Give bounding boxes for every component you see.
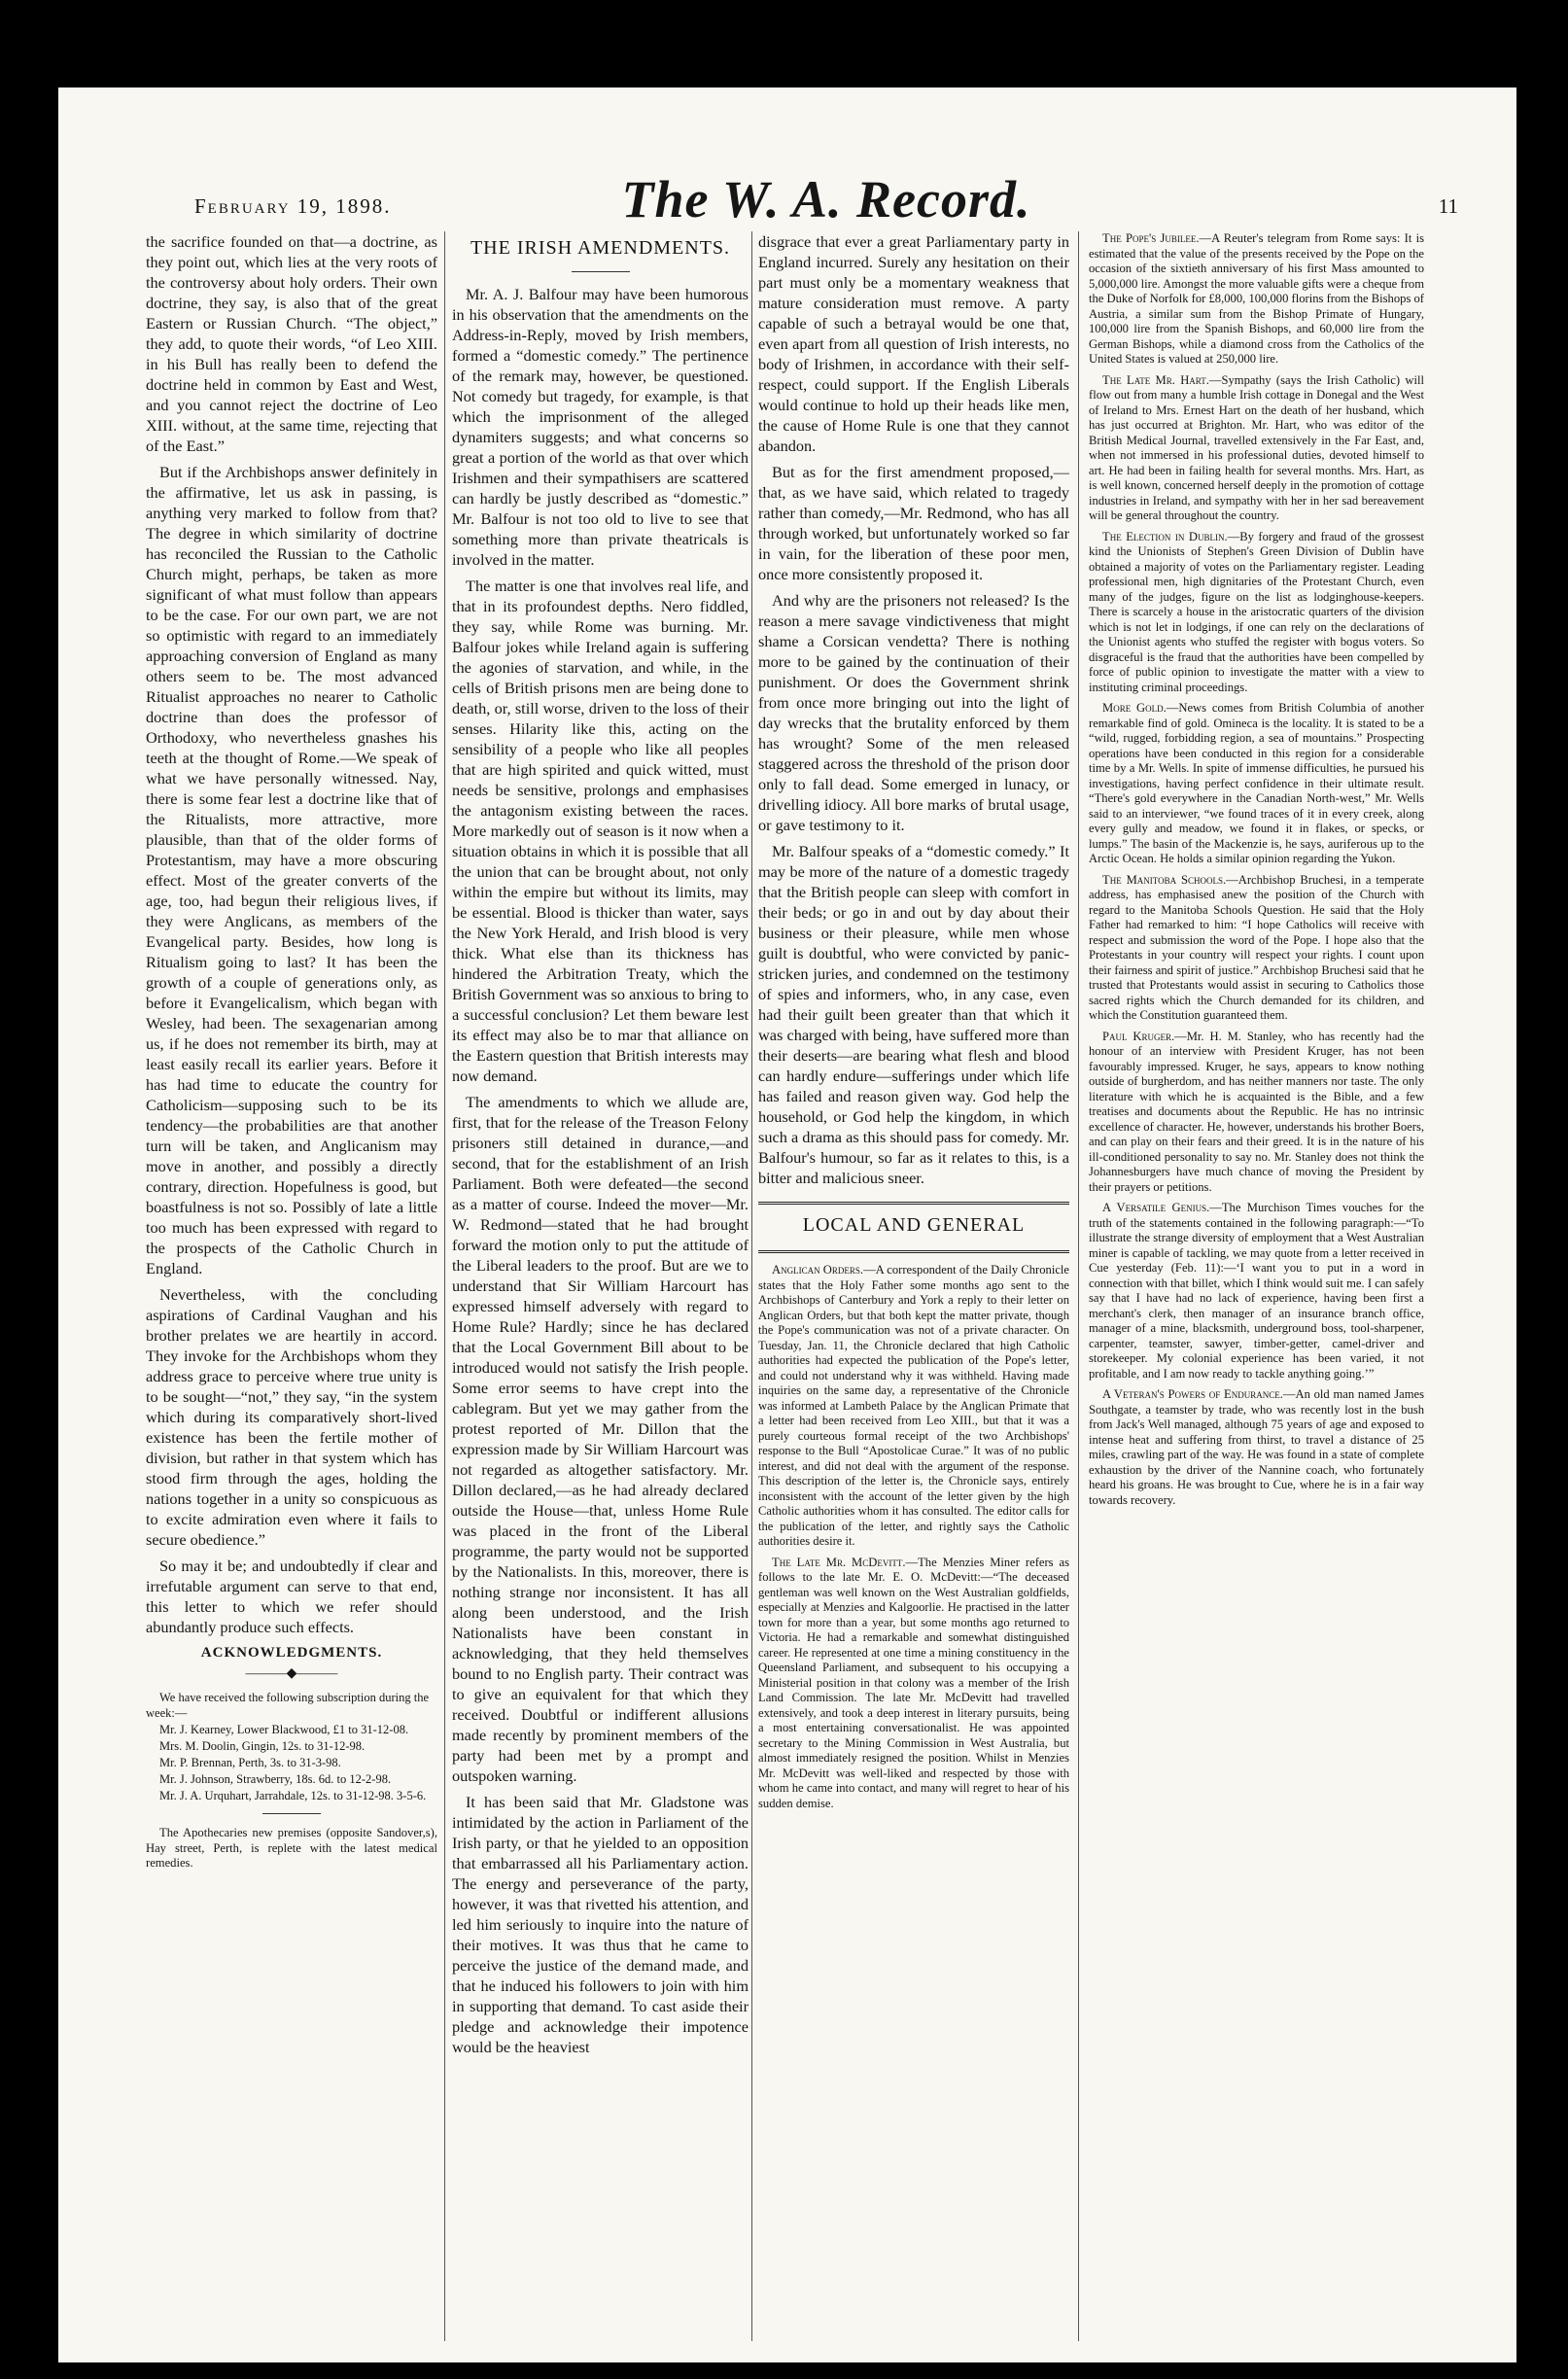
- ack-intro: We have received the following subscription during the week:—: [146, 1691, 430, 1720]
- news-item-title: The Election in Dublin.: [1102, 529, 1228, 543]
- acknowledgments-list: [146, 1690, 437, 1803]
- article-paragraph: But if the Archbishops answer definitely in the affirmative, let us ask in passing, is anything very marked to follow from that? The degree in which similarity of doctrine has reconciled the Russian to the Catholic Church might, perhaps, be taken as more significant of what must follow than appears to be the case. For our own part, we are not so optimistic with regard to an immediately approaching conversion of England as many others seem to be. The most advanced Ritualist approaches no nearer to Catholic doctrine than does the professor of Orthodoxy, who nevertheless gnashes his teeth at the thought of Rome.—We speak of what we have personally witnessed. Nay, there is some fear lest a doctrine like that of the Ritualists, more attractive, more plausible, than that of the older forms of Protestantism, may have a more obscuring effect. Most of the greater converts of the age, too, had begun their religious lives, if they were Anglicans, as members of the Evangelical party. Besides, how long is Ritualism going to last? It has been the growth of a couple of generations only, as before it Evangelicalism, which began with Wesley, had been. The sexagenarian among us, if he does not remember its birth, may at least easily recall its earlier years. Before it has had time to educate the country for Catholicism—supposing such to be its tendency—the probabilities are that another turn will be taken, and Anglicanism may move in another, and possibly a directly contrary, direction. Hopefulness is good, but boastfulness is not so. Possibly of late a little too much has been expressed with regard to the prospects of the Catholic Church in England.: [146, 463, 437, 1277]
- news-item: [1089, 873, 1424, 1024]
- news-item-text: —Mr. H. M. Stanley, who has recently had the honour of an interview with President Kruger, has not been favourably impressed. Kruger, he says, appears to know nothing outside of burgherdom, and has neither manners nor taste. The only literature with which he is acquainted is the Bible, and a few treatises and documents about the Republic. He has no intrinsic excellence of character. He, however, understands his brother Boers, and can play on their fears and their greed. It is in the nature of his ill-conditioned personality to say no. Mr. Stanley does not think the Johannesburgers have much chance of moving the President by their prayers or petitions.: [1089, 1029, 1424, 1194]
- column-2: [452, 231, 749, 2341]
- article-paragraph: Nevertheless, with the concluding aspirations of Cardinal Vaughan and his brother prelates we are heartily in accord. They invoke for the Archbishops whom they address grace to perceive where true unity is to be sought—“not,” they say, “in the system which during its comparatively short-lived existence has been the fertile mother of division, but rather in that system which has stood firm through the ages, holding the nations together in a unity so conspicuous as to excite admiration even where it fails to secure obedience.”: [146, 1285, 437, 1549]
- article-paragraph: disgrace that ever a great Parliamentary party in England incurred. Surely any hesitation on their part must only be a momentary weakness that mature consideration must remove. A party capable of such a betrayal would be one that, even apart from all question of Irish interests, no body of Irishmen, in accordance with their self-respect, could support. If the English Liberals would continue to hold up their heads like men, the cause of Home Rule is one that they cannot abandon.: [758, 232, 1069, 455]
- news-item-title: Anglican Orders.: [772, 1263, 864, 1277]
- article-paragraph: It has been said that Mr. Gladstone was intimidated by the action in Parliament of the Irish party, or that he yielded to an opposition that embarrassed all his Parliamentary action. The energy and perseverance of the party, however, it was that rivetted his attention, and led him seriously to inquire into the nature of their motives. It was thus that he came to perceive the justice of the demand made, and that he induced his followers to join with him in supporting that demand. To cast aside their pledge and acknowledge their impotence would be the heaviest: [452, 1793, 749, 2056]
- newspaper-title: The W. A. Record.: [621, 170, 1031, 228]
- news-item-title: A Versatile Genius.: [1102, 1201, 1210, 1214]
- article-paragraph: And why are the prisoners not released? Is the reason a mere savage vindictiveness that might shame a Corsican vendetta? There is nothing more to be gained by the continuation of their punishment. Or does the Government shrink from once more bringing out into the light of day wrecks that the brutality enforced by them has wrought? Some of the men released staggered across the threshold of the prison door only to fall dead. Some emerged in lunacy, or drivelling idiocy. All bore marks of brutal usage, or gave testimony to it.: [758, 591, 1069, 834]
- news-item-text: —News comes from British Columbia of another remarkable find of gold. Omineca is the locality. It is stated to be a “wild, rugged, forbidding region, a sea of mountains.” Prospecting operations have been conducted in this region for a considerable time by a Mr. Wells. In spite of immense difficulties, he pursued his investigations, having perfect confidence in their ultimate result. “There's gold everywhere in the Canadian North-west,” Mr. Wells said to an interviewer, “we found traces of it in every creek, along every gully and meadow, we found it in flakes, or specks, or lumps.” The basin of the Mackenzie is, he says, auriferous up to the Arctic Ocean. He holds a similar opinion regarding the Yukon.: [1089, 701, 1424, 865]
- issue-date: February 19, 1898.: [194, 194, 392, 218]
- article-heading: THE IRISH AMENDMENTS.: [470, 237, 731, 259]
- news-item: [1089, 373, 1424, 524]
- article-paragraph: So may it be; and undoubtedly if clear and irrefutable argument can serve to that end, this letter to which we refer should abundantly produce such effects.: [146, 1557, 437, 1636]
- column-rule: [1078, 231, 1079, 2341]
- news-item-text: —Sympathy (says the Irish Catholic) will flow out from many a humble Irish cottage in Donegal and the West of Ireland to Mrs. Ernest Hart on the death of her husband, which has just occurred at Brighton. Mr. Hart, who was editor of the British Medical Journal, travelled extensively in the Far East, and, when not immersed in his professional duties, devoted himself to art. He had been in failing health for several months. Mrs. Hart, as is well known, concerned herself deeply in the promotion of cottage industries in Ireland, and sympathy with her in her sad bereavement will be general throughout the country.: [1089, 372, 1424, 522]
- article-paragraph: Mr. Balfour speaks of a “domestic comedy.” It may be more of the nature of a domestic tragedy that the British people can sleep with comfort in their beds; or go in and out by day about their business or their pleasure, while men whose guilt is doubtful, who were convicted by panic-stricken juries, and condemned on the testimony of spies and informers, who, in any case, even had their guilt been greater than that which it was charged with being, have suffered more than their deserts—are bearing what flesh and blood can hardly endure—sufferings under which life has failed and reason given way. God help the household, or God help the kingdom, in which such a drama as this should pass for comedy. Mr. Balfour's humour, so far as it relates to this, is a bitter and malicious sneer.: [758, 842, 1069, 1187]
- acknowledgments-heading: ACKNOWLEDGMENTS.: [200, 1645, 383, 1661]
- news-item-text: —A correspondent of the Daily Chronicle states that the Holy Father some months ago sent to the Archbishops of Canterbury and York a reply to their letter on Anglican Orders, but that both kept the matter private, though the Pope's communication was not of a private character. On Tuesday, Jan. 11, the Chronicle declared that high Catholic authorities had expected the publication of the Pope's letter, and could not understand why it was withheld. Having made inquiries on the same day, a representative of the Chronicle was informed at Lambeth Palace by the Anglican Primate that a letter had been received from Leo XIII., but that it was a purely courteous formal receipt of the two Archbishops' response to the Bull “Apostolicae Curae.” It was of no public interest, and did not deal with the argument of the response. This description of the letter is, the Chronicle says, entirely inconsistent with the account of the letter given by the high Catholic authorities whom it has consulted. The editor calls for the publication of the letter, and rightly says the Catholic authorities desire it.: [758, 1263, 1069, 1548]
- article-paragraph: the sacrifice founded on that—a doctrine, as they point out, which lies at the very roots of the controversy about holy orders. Their own doctrine, they say, is also that of the great Eastern or Russian Church. “The object,” they add, to quote their words, “of Leo XIII. in his Bull has really been to defend the doctrine held in common by East and West, and you cannot reject the doctrine of Leo XIII. without, at the same time, rejecting that of the East.”: [146, 232, 437, 455]
- ack-item: Mr. J. Kearney, Lower Blackwood, £1 to 31-12-08.: [159, 1723, 409, 1736]
- notice-paragraph: The Apothecaries new premises (opposite Sandover,s), Hay street, Perth, is replete with the latest medical remedies.: [146, 1826, 437, 1870]
- news-item: [1089, 701, 1424, 867]
- article-paragraph: Mr. A. J. Balfour may have been humorous in his observation that the amendments on the Address-in-Reply, moved by Irish members, formed a “domestic comedy.” The pertinence of the remark may, however, be questioned. Not comedy but tragedy, for example, is that which the imprisonment of the alleged dynamiters suggests; and what concerns so great a portion of the world as that over which Irishmen and their sympathisers are scattered can hardly be justly described as “domestic.” Mr. Balfour is not too old to live to see that something more than private theatricals is involved in the matter.: [452, 285, 749, 569]
- article-paragraph: The matter is one that involves real life, and that in its profoundest depths. Nero fiddled, they say, while Rome was burning. Mr. Balfour jokes while Ireland again is suffering the agonies of starvation, and while, in the cells of British prisons men are being done to death, or, still worse, driven to the loss of their senses. Hilarity like this, acting on the sensibility of a people who like all peoples that are high spirited and quick witted, must needs be sensitive, prolongs and emphasises the antagonism existing between the races. More markedly out of season is it now when a situation obtains in which it is possible that all the union that can be brought about, not only within the empire but without its limits, may be essential. Blood is thicker than water, says the New York Herald, and Irish blood is very thick. What else than its thickness has hindered the Arbitration Treaty, which the British Government was so anxious to bring to a successful conclusion? Let them beware lest its effect may also be to mar that alliance on the Eastern question that British interests may now demand.: [452, 577, 749, 1085]
- ack-item: Mr. J. Johnson, Strawberry, 18s. 6d. to 12-2-98.: [159, 1772, 392, 1786]
- news-item: [1089, 1201, 1424, 1382]
- column-rule: [751, 231, 752, 2341]
- article-paragraph: But as for the first amendment proposed,—that, as we have said, which related to tragedy rather than comedy,—Mr. Redmond, who has all through worked, but unfortunately worked so far in vain, for the liberation of these poor men, once more consistently proposed it.: [758, 463, 1069, 583]
- article-paragraph: The amendments to which we allude are, first, that for the release of the Treason Felony prisoners still detained in durance,—and second, that for the establishment of an Irish Parliament. Both were defeated—the second as a matter of course. Indeed the mover—Mr. W. Redmond—stated that he had brought forward the motion only to put the attitude of the Liberal leaders to the proof. But are we to understand that Sir William Harcourt has expressed himself adversely with regard to Home Rule? Hardly; since he has declared that the Local Government Bill about to be introduced would not satisfy the Irish people. Some error seems to have crept into the cablegram. But yet we may gather from the protest reported of Mr. Dillon that the expression made by Sir William Harcourt was not regarded as altogether satisfactory. Mr. Dillon declared,—as he had already declared outside the House—that, unless Home Rule was placed in the front of the Liberal programme, the party would not be supported by the Nationalists. In this, moreover, there is nothing strange nor inconsistent. It has all along been understood, and the Irish Nationalists have been constant in acknowledging, that they held themselves bound to no English party. Their contract was to give an equivalent for that which they received. Doubtful or indifferent allusions made recently by prominent members of the party had been met by a prompt and outspoken warning.: [452, 1093, 749, 1785]
- newspaper-page: [58, 87, 1516, 2362]
- news-item-text: —The Menzies Miner refers as follows to the late Mr. E. O. McDevitt:—“The deceased gentleman was well known on the West Australian goldfields, especially at Menzies and Kalgoorlie. He practised in the latter town for more than a year, but some months ago returned to Victoria. He had a remarkable and somewhat distinguished career. He represented at one time a mining constituency in the Queensland Parliament, and subsequent to his occupying a Ministerial position in that colony was a member of the Irish Land Commission. The late Mr. McDevitt had travelled extensively, and took a deep interest in literary pursuits, being a most entertaining conversationalist. He was appointed secretary to the Mining Commission in West Australia, but almost immediately resigned the position. Whilst in Menzies Mr. McDevitt was well-liked and respected by those with whom he came into contact, and many will regret to hear of his sudden demise.: [758, 1555, 1069, 1810]
- news-item: [1089, 1030, 1424, 1196]
- section-rule: [758, 1250, 1069, 1253]
- column-3: [758, 231, 1069, 2341]
- news-item-text: —The Murchison Times vouches for the truth of the statements contained in the following paragraph:—“To illustrate the strange diversity of employment that a West Australian miner is capable of tackling, we may quote from a letter received in Cue yesterday (Feb. 11):—‘I want you to put in a word in connection with that billet, which I think would suit me. I can safely say that I have had no lack of experience, having been first a merchant's clerk, then manager of an insurance branch office, manager of a mine, blacksmith, underground boss, tool-sharpener, carpenter, teamster, sawyer, timber-getter, camel-driver and storekeeper. My colonial experience has been varied, it not profitable, and I am now ready to tackle anything going.’”: [1089, 1201, 1424, 1381]
- ack-item: Mr. J. A. Urquhart, Jarrahdale, 12s. to 31-12-98. 3-5-6.: [159, 1789, 427, 1802]
- column-1: [146, 231, 437, 2341]
- news-item-title: Paul Kruger.: [1102, 1029, 1175, 1043]
- news-item: [758, 1556, 1069, 1812]
- page-number: 11: [1438, 194, 1458, 218]
- news-item-title: The Late Mr. Hart.: [1102, 372, 1209, 387]
- news-item-title: A Veteran's Powers of Endurance.: [1102, 1387, 1283, 1401]
- column-rule: [444, 231, 445, 2341]
- news-item: [1089, 1387, 1424, 1508]
- divider-rule: [262, 1813, 321, 1814]
- ack-item: Mrs. M. Doolin, Gingin, 12s. to 31-12-98.: [159, 1739, 366, 1753]
- section-heading: LOCAL AND GENERAL: [802, 1214, 1026, 1236]
- news-item-text: —An old man named James Southgate, a teamster by trade, who was recently lost in the bush from Jack's Well managed, although 75 years of age and exposed to intense heat and suffering from thirst, to travel a distance of 25 miles, crawling part of the way. He was found in a state of complete exhaustion by the driver of the Nannine coach, who fortunately heard his groans. He was brought to Cue, where he is in a fair way towards recovery.: [1089, 1387, 1424, 1507]
- news-item: [758, 1263, 1069, 1550]
- news-item-title: The Late Mr. McDevitt.: [772, 1555, 906, 1569]
- news-item-text: —Archbishop Bruchesi, in a temperate address, has emphasised anew the position of the Church with regard to the Manitoba Schools Question. He said that the Holy Father had remarked to him: “I hope Catholics will receive with respect and submission the word of the Pope. I hope also that the Protestants in your country will respect your rights. I count upon their fairness and spirit of justice.” Archbishop Bruchesi said that he trusted that Protestants would assist in securing to Catholics those sacred rights which the Church demanded for its children, and which the Constitution guaranteed them.: [1089, 872, 1424, 1022]
- section-divider: ———◆———: [245, 1666, 338, 1681]
- news-item-text: —A Reuter's telegram from Rome says: It is estimated that the value of the presents received by the Pope on the occasion of the sixtieth anniversary of his first Mass amounted to 5,000,000 lire. Amongst the more valuable gifts were a cheque from the Duke of Norfolk for £8,000, 100,000 florins from the Bishops of Austria, a similar sum from the Bishop Primate of Hungary, 100,000 lire from the Spanish Bishops, and 60,000 lire from the German Bishops, while a diamond cross from the Catholics of the United States is valued at 250,000 lire.: [1089, 231, 1424, 366]
- ack-item: Mr. P. Brennan, Perth, 3s. to 31-3-98.: [159, 1756, 341, 1769]
- divider-rule: [572, 271, 630, 272]
- news-item: [1089, 530, 1424, 696]
- column-4: [1089, 231, 1424, 2341]
- section-rule: [758, 1202, 1069, 1205]
- news-item-text: —By forgery and fraud of the grossest kind the Unionists of Stephen's Green Division of Dublin have obtained a majority of votes on the Parliamentary register. Leading professional men, high dignitaries of the Protestant Church, even many of the judges, figure on the list as lodginghouse-keepers. There is scarcely a house in the aristocratic quarters of the division which is not let in lodgings, if one can rely on the declarations of the Unionist agents who stuffed the register with bogus voters. So disgraceful is the fraud that the authorities have been compelled by force of public opinion to investigate the matter with a view to instituting criminal proceedings.: [1089, 529, 1424, 694]
- news-item-title: More Gold.: [1102, 701, 1167, 715]
- news-item-title: The Pope's Jubilee.: [1102, 231, 1200, 245]
- news-item: [1089, 231, 1424, 367]
- news-item-title: The Manitoba Schools.: [1102, 872, 1227, 887]
